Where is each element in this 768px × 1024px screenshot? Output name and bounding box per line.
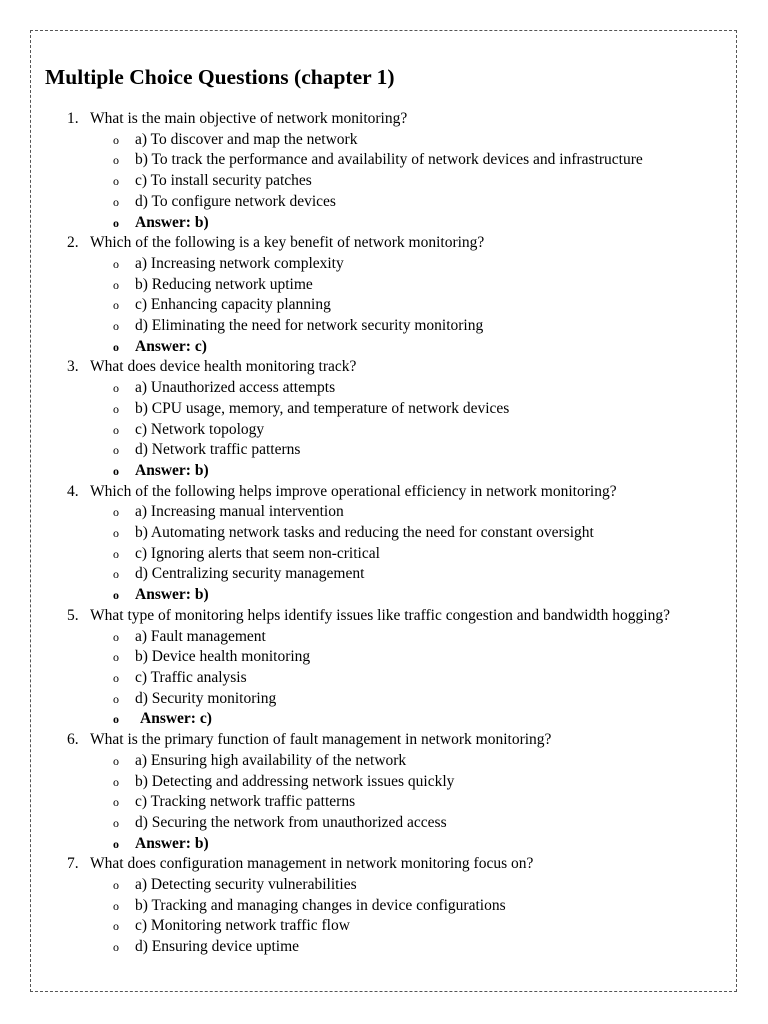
option-item: o a) Detecting security vulnerabilities (45, 875, 729, 896)
option-item: o d) Network traffic patterns (45, 440, 729, 461)
question-text: Which of the following helps improve operational efficiency in network monitoring? (90, 482, 617, 500)
option-list (45, 875, 729, 958)
question-text: Which of the following is a key benefit of network monitoring? (90, 234, 485, 252)
bullet-icon: o (113, 753, 119, 768)
document-page (30, 30, 737, 992)
bullet-icon: o (113, 795, 119, 810)
question-number: 7. (67, 855, 79, 873)
answer-item: o Answer: b) (45, 585, 729, 606)
bullet-icon: o (113, 381, 119, 396)
bullet-icon: o (113, 339, 119, 354)
bullet-icon: o (113, 526, 119, 541)
option-item: o b) CPU usage, memory, and temperature of network devices (45, 399, 729, 420)
question-list (45, 109, 729, 958)
option-item: o c) Ignoring alerts that seem non-critical (45, 544, 729, 565)
bullet-icon: o (113, 650, 119, 665)
option-list (45, 627, 729, 731)
question-number: 6. (67, 731, 79, 749)
question-item (45, 109, 729, 233)
option-item: o b) Device health monitoring (45, 647, 729, 668)
bullet-icon: o (113, 878, 119, 893)
option-list (45, 130, 729, 234)
option-list (45, 751, 729, 855)
bullet-icon: o (113, 774, 119, 789)
question-text: What does device health monitoring track? (90, 358, 357, 376)
option-item: o d) Ensuring device uptime (45, 937, 729, 958)
option-list (45, 502, 729, 606)
page-title: Multiple Choice Questions (chapter 1) (45, 65, 395, 89)
bullet-icon: o (113, 629, 119, 644)
question-text: What is the primary function of fault management in network monitoring? (90, 731, 552, 749)
option-list (45, 378, 729, 482)
bullet-icon: o (113, 815, 119, 830)
bullet-icon: o (113, 174, 119, 189)
bullet-icon: o (113, 463, 119, 478)
question-text: What does configuration management in network monitoring focus on? (90, 855, 534, 873)
option-item: o a) Increasing manual intervention (45, 502, 729, 523)
question-number: 5. (67, 606, 79, 624)
option-list (45, 254, 729, 358)
question-number: 2. (67, 234, 79, 252)
bullet-icon: o (113, 256, 119, 271)
bullet-icon: o (113, 319, 119, 334)
question-number: 1. (67, 110, 79, 127)
bullet-icon: o (113, 505, 119, 520)
question-text: What is the main objective of network monitoring? (90, 110, 408, 127)
option-item: o d) Centralizing security management (45, 564, 729, 585)
option-item: o d) To configure network devices (45, 192, 729, 213)
bullet-icon: o (113, 940, 119, 955)
bullet-icon: o (113, 670, 119, 685)
bullet-icon: o (113, 919, 119, 934)
option-item: o c) Traffic analysis (45, 668, 729, 689)
option-item: o b) Automating network tasks and reducing the need for constant oversight (45, 523, 729, 544)
bullet-icon: o (113, 277, 119, 292)
question-item (45, 482, 729, 606)
bullet-icon: o (113, 712, 119, 727)
option-item: o c) Network topology (45, 420, 729, 441)
bullet-icon: o (113, 298, 119, 313)
option-item: o c) Monitoring network traffic flow (45, 916, 729, 937)
option-item: o b) To track the performance and availability of network devices and infrastructure (45, 150, 729, 171)
bullet-icon: o (113, 691, 119, 706)
option-item: o b) Tracking and managing changes in device configurations (45, 896, 729, 917)
answer-item: o Answer: c) (45, 709, 729, 730)
option-item: o c) Enhancing capacity planning (45, 295, 729, 316)
question-item (45, 854, 729, 958)
question-number: 4. (67, 482, 79, 500)
question-item (45, 730, 729, 854)
bullet-icon: o (113, 422, 119, 437)
bullet-icon: o (113, 588, 119, 603)
option-item: o d) Eliminating the need for network security monitoring (45, 316, 729, 337)
bullet-icon: o (113, 215, 119, 230)
bullet-icon: o (113, 546, 119, 561)
question-number: 3. (67, 358, 79, 376)
question-item (45, 357, 729, 481)
option-item: o c) To install security patches (45, 171, 729, 192)
bullet-icon: o (113, 836, 119, 851)
question-text: What type of monitoring helps identify issues like traffic congestion and bandwidth hogging? (90, 606, 670, 624)
answer-item: o Answer: b) (45, 461, 729, 482)
option-item: o b) Reducing network uptime (45, 275, 729, 296)
option-item: o c) Tracking network traffic patterns (45, 792, 729, 813)
option-item: o a) Unauthorized access attempts (45, 378, 729, 399)
bullet-icon: o (113, 401, 119, 416)
answer-item: o Answer: b) (45, 213, 729, 234)
option-item: o d) Securing the network from unauthorized access (45, 813, 729, 834)
bullet-icon: o (113, 194, 119, 209)
option-item: o a) Increasing network complexity (45, 254, 729, 275)
bullet-icon: o (113, 132, 119, 147)
option-item: o a) To discover and map the network (45, 130, 729, 151)
option-item: o a) Fault management (45, 627, 729, 648)
bullet-icon: o (113, 443, 119, 458)
option-item: o d) Security monitoring (45, 689, 729, 710)
answer-item: o Answer: c) (45, 337, 729, 358)
option-item: o b) Detecting and addressing network issues quickly (45, 772, 729, 793)
bullet-icon: o (113, 567, 119, 582)
answer-item: o Answer: b) (45, 834, 729, 855)
bullet-icon: o (113, 898, 119, 913)
question-item (45, 606, 729, 730)
option-item: o a) Ensuring high availability of the network (45, 751, 729, 772)
bullet-icon: o (113, 153, 119, 168)
question-item (45, 233, 729, 357)
